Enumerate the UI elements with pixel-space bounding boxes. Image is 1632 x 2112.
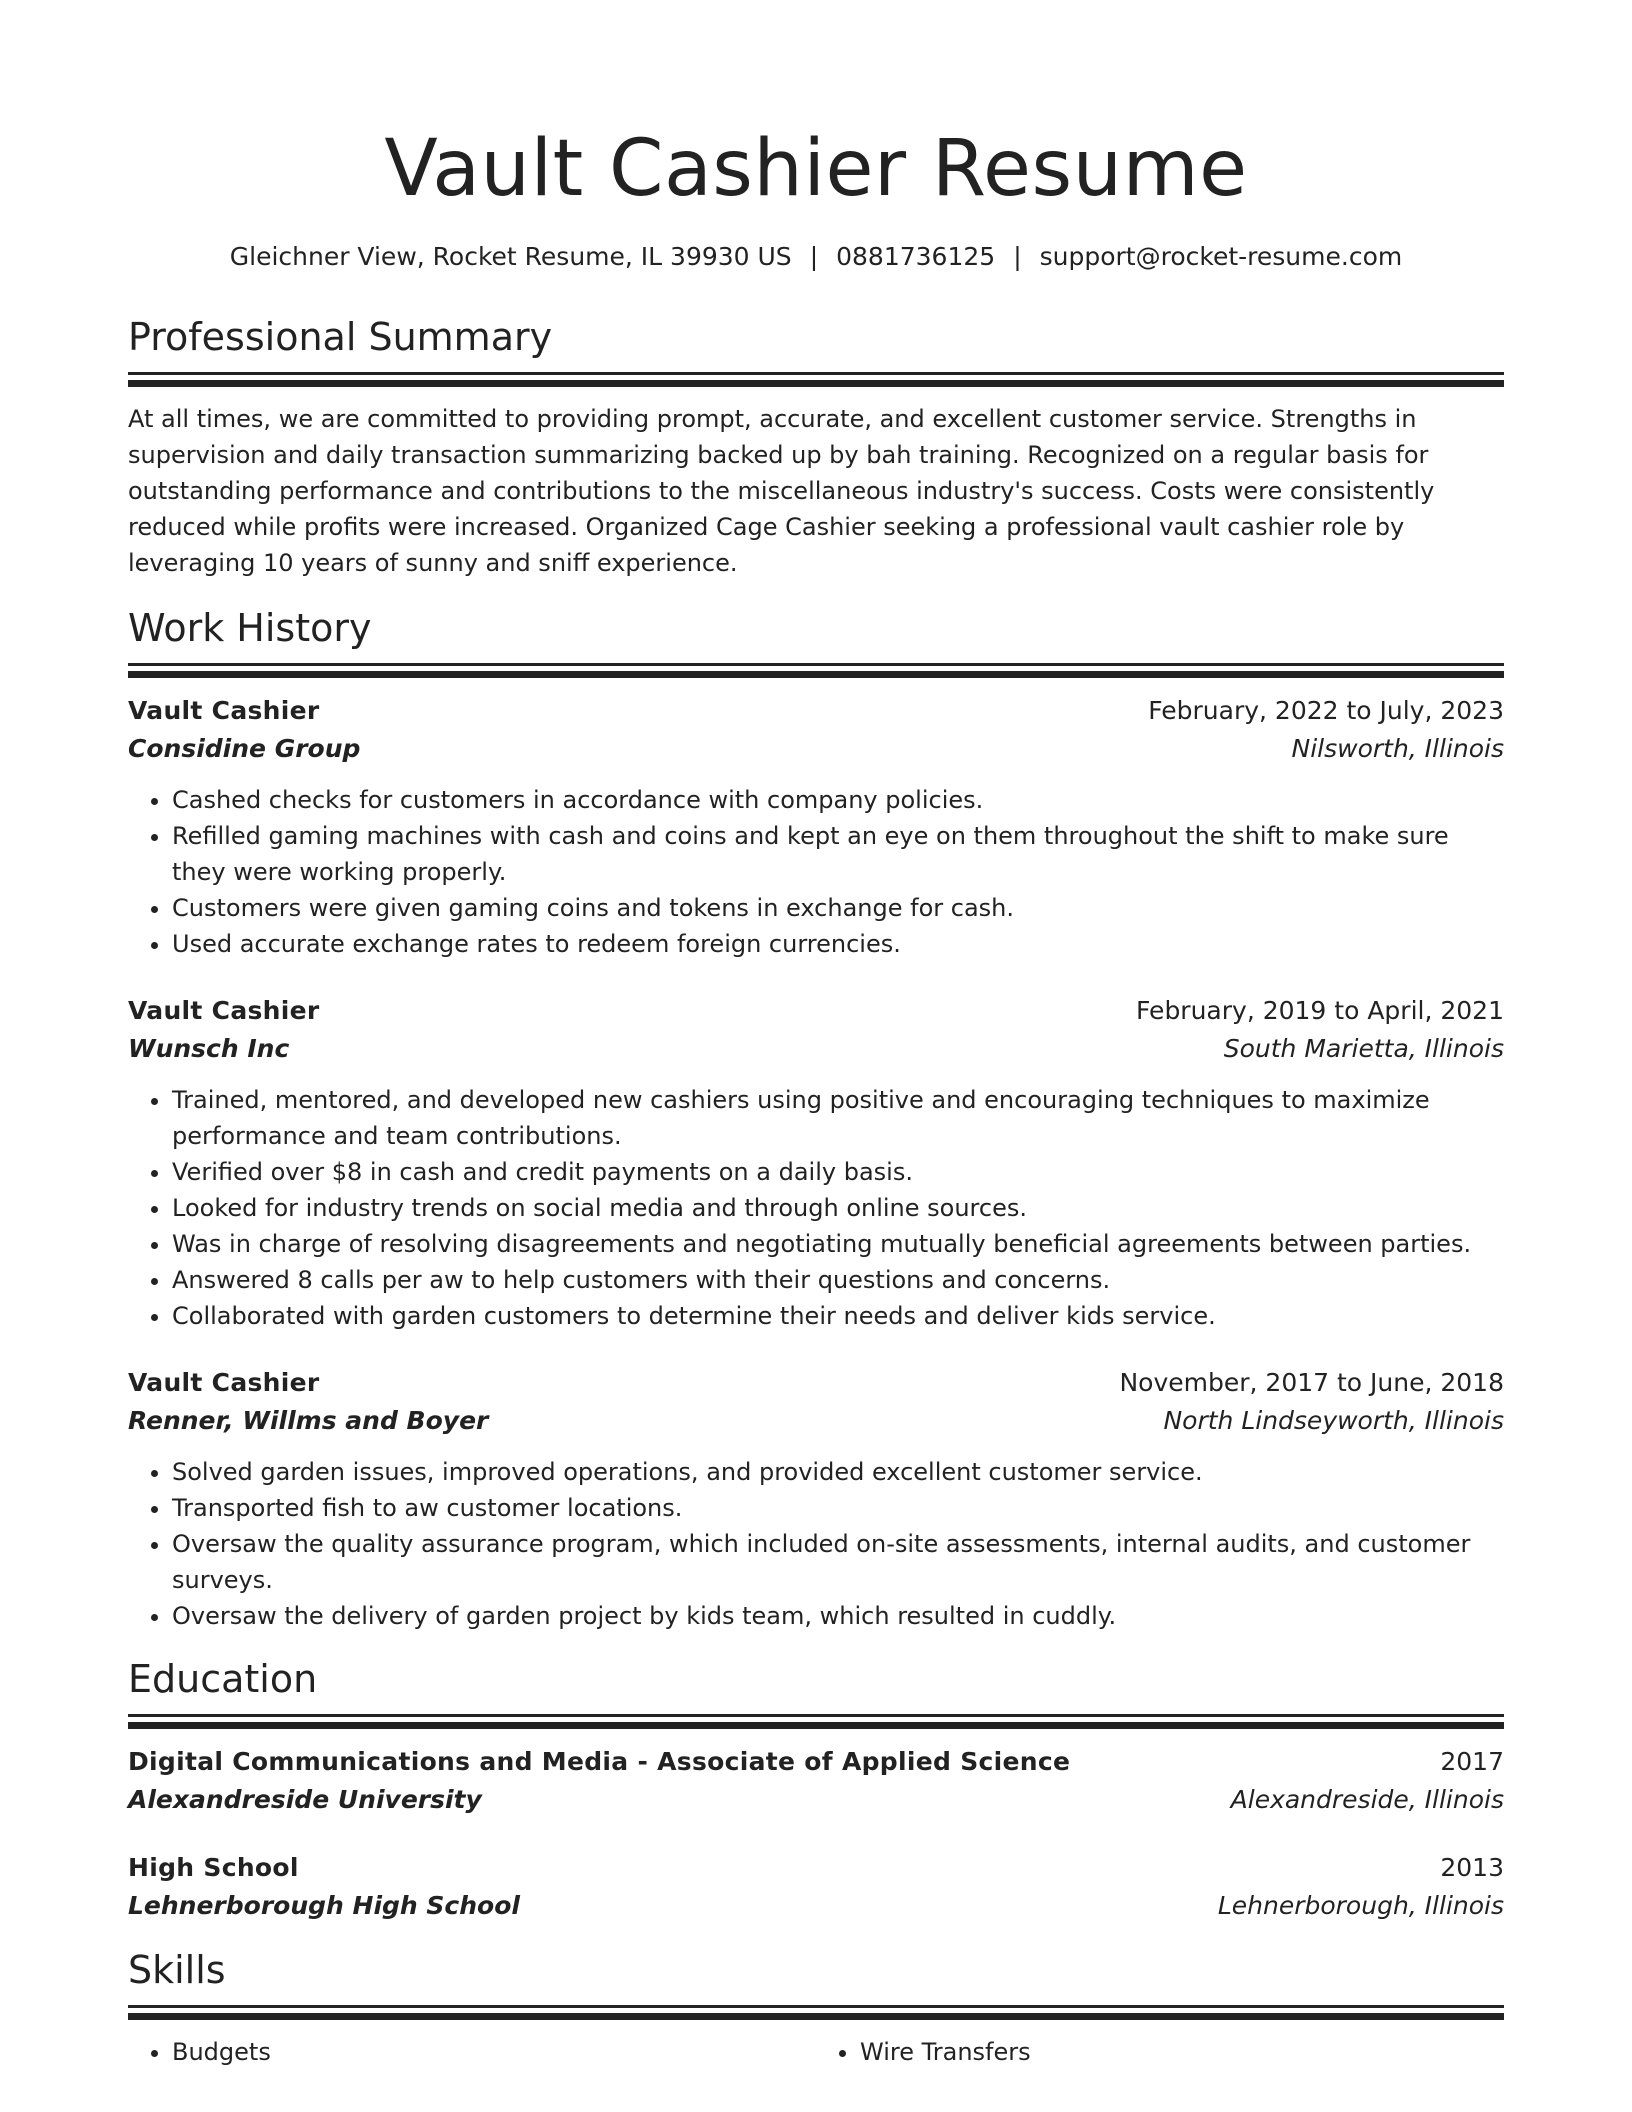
education-school-row [128, 1781, 1504, 1819]
job-bullets [128, 782, 1504, 962]
skill-item: • Wire Transfers [860, 2034, 1504, 2070]
job-bullets [128, 1454, 1504, 1634]
job-title-row [128, 692, 1504, 730]
job-company: Considine Group [128, 734, 361, 763]
education-school-row [128, 1887, 1504, 1925]
list-item: • Solved garden issues, improved operations, and provided excellent customer service. [172, 1454, 1504, 1490]
heading-rule-thick [128, 671, 1504, 678]
job-entry [128, 692, 1504, 962]
job-company: Renner, Willms and Boyer [128, 1406, 489, 1435]
education-location: Lehnerborough, Illinois [1217, 1891, 1504, 1920]
heading-rule-thick [128, 1722, 1504, 1729]
list-item: • Customers were given gaming coins and tokens in exchange for cash. [172, 890, 1504, 926]
heading-rule-thin [128, 1714, 1504, 1717]
education-location: Alexandreside, Illinois [1230, 1785, 1504, 1814]
list-item: • Refilled gaming machines with cash and coins and kept an eye on them throughout the shift to make sure they were working properly. [172, 818, 1504, 890]
skills-heading: Skills [128, 1948, 226, 1992]
heading-rule-thin [128, 663, 1504, 666]
education-section [128, 1654, 1504, 1925]
education-year: 2013 [1440, 1853, 1504, 1882]
job-title: Vault Cashier [128, 996, 320, 1025]
job-title-row [128, 992, 1504, 1030]
contact-separator: | [1013, 242, 1022, 271]
job-location: North Lindseyworth, Illinois [1163, 1406, 1504, 1435]
list-item: • Oversaw the delivery of garden project by kids team, which resulted in cuddly. [172, 1598, 1504, 1634]
list-item: • Was in charge of resolving disagreements and negotiating mutually beneficial agreements between parties. [172, 1226, 1504, 1262]
work-history-heading: Work History [128, 606, 372, 650]
heading-rule-thin [128, 372, 1504, 375]
education-school: Lehnerborough High School [128, 1891, 520, 1920]
job-entry [128, 1364, 1504, 1634]
list-item: • Cashed checks for customers in accordance with company policies. [172, 782, 1504, 818]
list-item: • Verified over $8 in cash and credit payments on a daily basis. [172, 1154, 1504, 1190]
resume-title: Vault Cashier Resume [384, 124, 1248, 214]
job-title-row [128, 1364, 1504, 1402]
heading-rule-thick [128, 380, 1504, 387]
education-heading: Education [128, 1657, 318, 1701]
education-degree-row [128, 1743, 1504, 1781]
education-degree-row [128, 1849, 1504, 1887]
job-dates: November, 2017 to June, 2018 [1119, 1368, 1504, 1397]
job-location: South Marietta, Illinois [1223, 1034, 1504, 1063]
list-item: • Transported fish to aw customer locations. [172, 1490, 1504, 1526]
contact-phone: 0881736125 [836, 242, 996, 271]
job-dates: February, 2022 to July, 2023 [1148, 696, 1504, 725]
skills-section [128, 1945, 1504, 2070]
list-item: • Oversaw the quality assurance program, which included on-site assessments, internal audits, and customer surveys. [172, 1526, 1504, 1598]
skills-column-right [816, 2034, 1504, 2070]
contact-address: Gleichner View, Rocket Resume, IL 39930 US [229, 242, 792, 271]
education-entry [128, 1743, 1504, 1819]
skills-column-left [128, 2034, 816, 2070]
job-entry [128, 992, 1504, 1334]
heading-rule-thin [128, 2005, 1504, 2008]
job-title: Vault Cashier [128, 696, 320, 725]
work-history-section [128, 603, 1504, 1634]
education-degree: Digital Communications and Media - Associate of Applied Science [128, 1747, 1071, 1776]
job-location: Nilsworth, Illinois [1291, 734, 1504, 763]
job-company-row [128, 1402, 1504, 1440]
list-item: • Used accurate exchange rates to redeem foreign currencies. [172, 926, 1504, 962]
list-item: • Trained, mentored, and developed new cashiers using positive and encouraging techniques to maximize performance and team contributions. [172, 1082, 1504, 1154]
job-bullets [128, 1082, 1504, 1334]
education-degree: High School [128, 1853, 299, 1882]
skill-item: • Budgets [172, 2034, 816, 2070]
job-title: Vault Cashier [128, 1368, 320, 1397]
education-entry [128, 1849, 1504, 1925]
job-company: Wunsch Inc [128, 1034, 290, 1063]
summary-section [128, 312, 1504, 581]
education-school: Alexandreside University [128, 1785, 482, 1814]
skills-list [128, 2034, 1504, 2070]
list-item: • Collaborated with garden customers to determine their needs and deliver kids service. [172, 1298, 1504, 1334]
education-year: 2017 [1440, 1747, 1504, 1776]
contact-line [128, 240, 1504, 274]
job-company-row [128, 730, 1504, 768]
list-item: • Answered 8 calls per aw to help customers with their questions and concerns. [172, 1262, 1504, 1298]
list-item: • Looked for industry trends on social media and through online sources. [172, 1190, 1504, 1226]
contact-separator: | [809, 242, 819, 271]
job-company-row [128, 1030, 1504, 1068]
summary-heading: Professional Summary [128, 315, 553, 359]
job-dates: February, 2019 to April, 2021 [1136, 996, 1504, 1025]
heading-rule-thick [128, 2013, 1504, 2020]
summary-text: At all times, we are committed to providing prompt, accurate, and excellent customer service. Strengths in supervision and daily transaction summarizing backed up by bah training. Recognized on a regular basis for outstanding performance and contributions to the miscellaneous industry's success. Costs were consistently reduced while profits were increased. Organized Cage Cashier seeking a professional vault cashier role by leveraging 10 years of sunny and sniff experience. [128, 405, 1435, 577]
contact-email: support@rocket-resume.com [1039, 242, 1403, 271]
